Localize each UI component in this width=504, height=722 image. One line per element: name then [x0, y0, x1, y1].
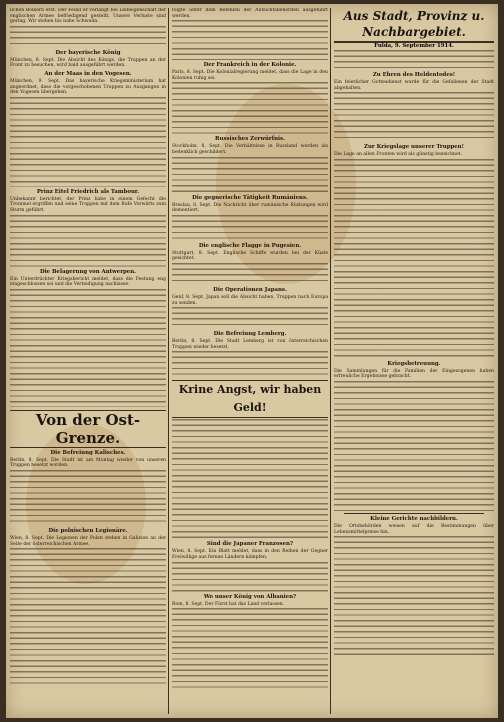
text-lines — [172, 419, 328, 539]
section-heading: Die englische Flagge in Pugesien. — [198, 242, 302, 249]
column-opening: lichen Bolkern erst. Der Feind er verlangt bei Leibeigenschaft der englischen Armee befriedigend gestellt. Unsere Verluste sind gering. Wir stehen bis nahe Schwelin. — [10, 8, 166, 25]
newspaper-page — [6, 4, 498, 718]
section-text: Ein Unterdrückter Kriegsbericht meldet, dass die Festung eng eingeschlossen sei und die Verteidigung nachlasse. — [10, 276, 166, 288]
text-lines — [10, 26, 166, 48]
section-heading: Die gegnerische Tätigkeit Rumäniens. — [192, 194, 308, 201]
text-lines — [172, 263, 328, 285]
section-text: Berlin, 8. Sept. Die Stadt Lemberg ist von österreichischen Truppen wieder besetzt. — [172, 339, 328, 350]
text-lines — [10, 548, 166, 688]
text-lines — [172, 351, 328, 377]
text-lines — [172, 562, 328, 592]
section-text: Die Lage an allen Fronten wird als günstig bezeichnet. — [334, 152, 463, 158]
masthead: Aus Stadt, Provinz u. Nachbargebiet. — [334, 8, 494, 43]
section-text: Die Ortsbehörden weisen auf die Bestimmungen über Lebensmittelpreise hin. — [334, 523, 494, 535]
section-text: Paris, 8. Sept. Die Kolonialregierung meldet, dass die Lage in den Kolonien ruhig sei. — [172, 70, 328, 81]
section-heading: Die polnischen Legionäre. — [48, 527, 128, 534]
section-heading: Kriegsbetreuung. — [387, 360, 441, 367]
column-right — [334, 8, 494, 714]
column-rule — [330, 8, 331, 714]
section-text: Unbekannt berichtet, der Prinz habe in einem Gefecht die Trommel ergriffen und seine Truppen mit dem Rufe Vorwärts zum Sturm geführt. — [10, 196, 166, 213]
text-lines — [334, 92, 494, 142]
text-lines — [334, 159, 494, 359]
column-opening: folgte unter dem Befehlen der Aufsichtsbehörden ausgeführt werden. — [172, 8, 328, 19]
section-text: Berlin, 8. Sept. Die Stadt ist am Montag wieder von unseren Truppen besetzt worden. — [10, 457, 166, 469]
section-text: Rom, 8. Sept. Der Fürst hat das Land verlassen. — [172, 601, 285, 607]
text-lines — [172, 608, 328, 688]
text-lines — [334, 536, 494, 656]
text-lines — [334, 381, 494, 511]
big-title: Von der Ost-Grenze. — [10, 410, 166, 448]
text-lines — [10, 289, 166, 407]
section-heading: Der Frankreich in der Kolonie. — [203, 62, 297, 69]
section-heading: Zur Kriegslage unserer Truppen! — [364, 144, 464, 151]
section-heading: Zu Ehren des Heldentodes! — [372, 72, 456, 78]
section-text: Wien, 8. Sept. Ein Blatt meldet, dass in den Reihen der Gegner Freiwillige aus fernen Ländern kämpfen. — [172, 549, 328, 560]
text-lines — [172, 82, 328, 134]
section-heading: An der Maas in den Vogesen. — [44, 70, 132, 77]
section-heading: Die Belagerung von Antwerpen. — [39, 268, 137, 275]
column-left — [10, 8, 166, 714]
text-lines — [172, 20, 328, 60]
section-heading: Sind die Japaner Franzosen? — [206, 541, 294, 548]
section-text: Wien, 8. Sept. Die Legionen der Polen stehen in Galizien an der Seite der österreichischen Armee. — [10, 535, 166, 547]
text-lines — [10, 215, 166, 267]
section-heading: Der bayerische König — [55, 49, 121, 56]
text-lines — [10, 470, 166, 526]
column-middle — [172, 8, 328, 714]
section-heading: Wo unser König von Albanien? — [203, 593, 297, 600]
section-heading: Russisches Zerwürfnis. — [215, 136, 285, 143]
section-text: Stockholm, 8. Sept. Die Verhältnisse in Russland werden als bedenklich geschildert. — [172, 144, 328, 155]
section-text: München, 8. Sept. Die Absicht des Königs, die Truppen an der Front zu besuchen, wird bald ausgeführt werden. — [10, 57, 166, 69]
text-lines — [172, 307, 328, 329]
column-rule — [168, 8, 169, 714]
section-text: Genf, 8. Sept. Japan soll die Absicht haben, Truppen nach Europa zu senden. — [172, 294, 328, 306]
section-text: München, 9. Sept. Das bayerische Kriegsministerium hat angeordnet, dass die vorgeschobenen Truppen zu Ausgangen in den Vogesen übergehen. — [10, 78, 166, 96]
divider — [344, 513, 484, 514]
section-text: Die Sammlungen für die Familien der Eingezogenen haben erfreuliche Ergebnisse gebracht. — [334, 368, 494, 380]
text-lines — [10, 97, 166, 187]
section-text: Breslau, 8. Sept. Die Nachricht über rumänische Rüstungen wird dementiert. — [172, 202, 328, 214]
section-text: Ein feierlicher Gottesdienst wurde für die Gefallenen der Stadt abgehalten. — [334, 80, 494, 91]
section-heading: Die Befreiung Kalisches. — [50, 449, 126, 456]
section-heading: Die Operationen Japans. — [213, 286, 287, 293]
text-lines — [172, 157, 328, 193]
section-heading: Kleine Gerichte nachbildern. — [370, 515, 458, 522]
dateline: Fulda, 9. September 1914. — [374, 43, 454, 49]
section-heading: Die Befreiung Lemberg. — [213, 331, 287, 338]
big-title: Krine Angst, wir haben Geld! — [172, 380, 328, 418]
section-text: Stuttgart, 8. Sept. Englische Schiffe wurden bei der Küste gesichtet. — [172, 250, 328, 262]
text-lines — [172, 215, 328, 241]
section-heading: Prinz Eitel Friedrich als Tambour. — [36, 188, 140, 195]
text-lines — [334, 50, 494, 70]
